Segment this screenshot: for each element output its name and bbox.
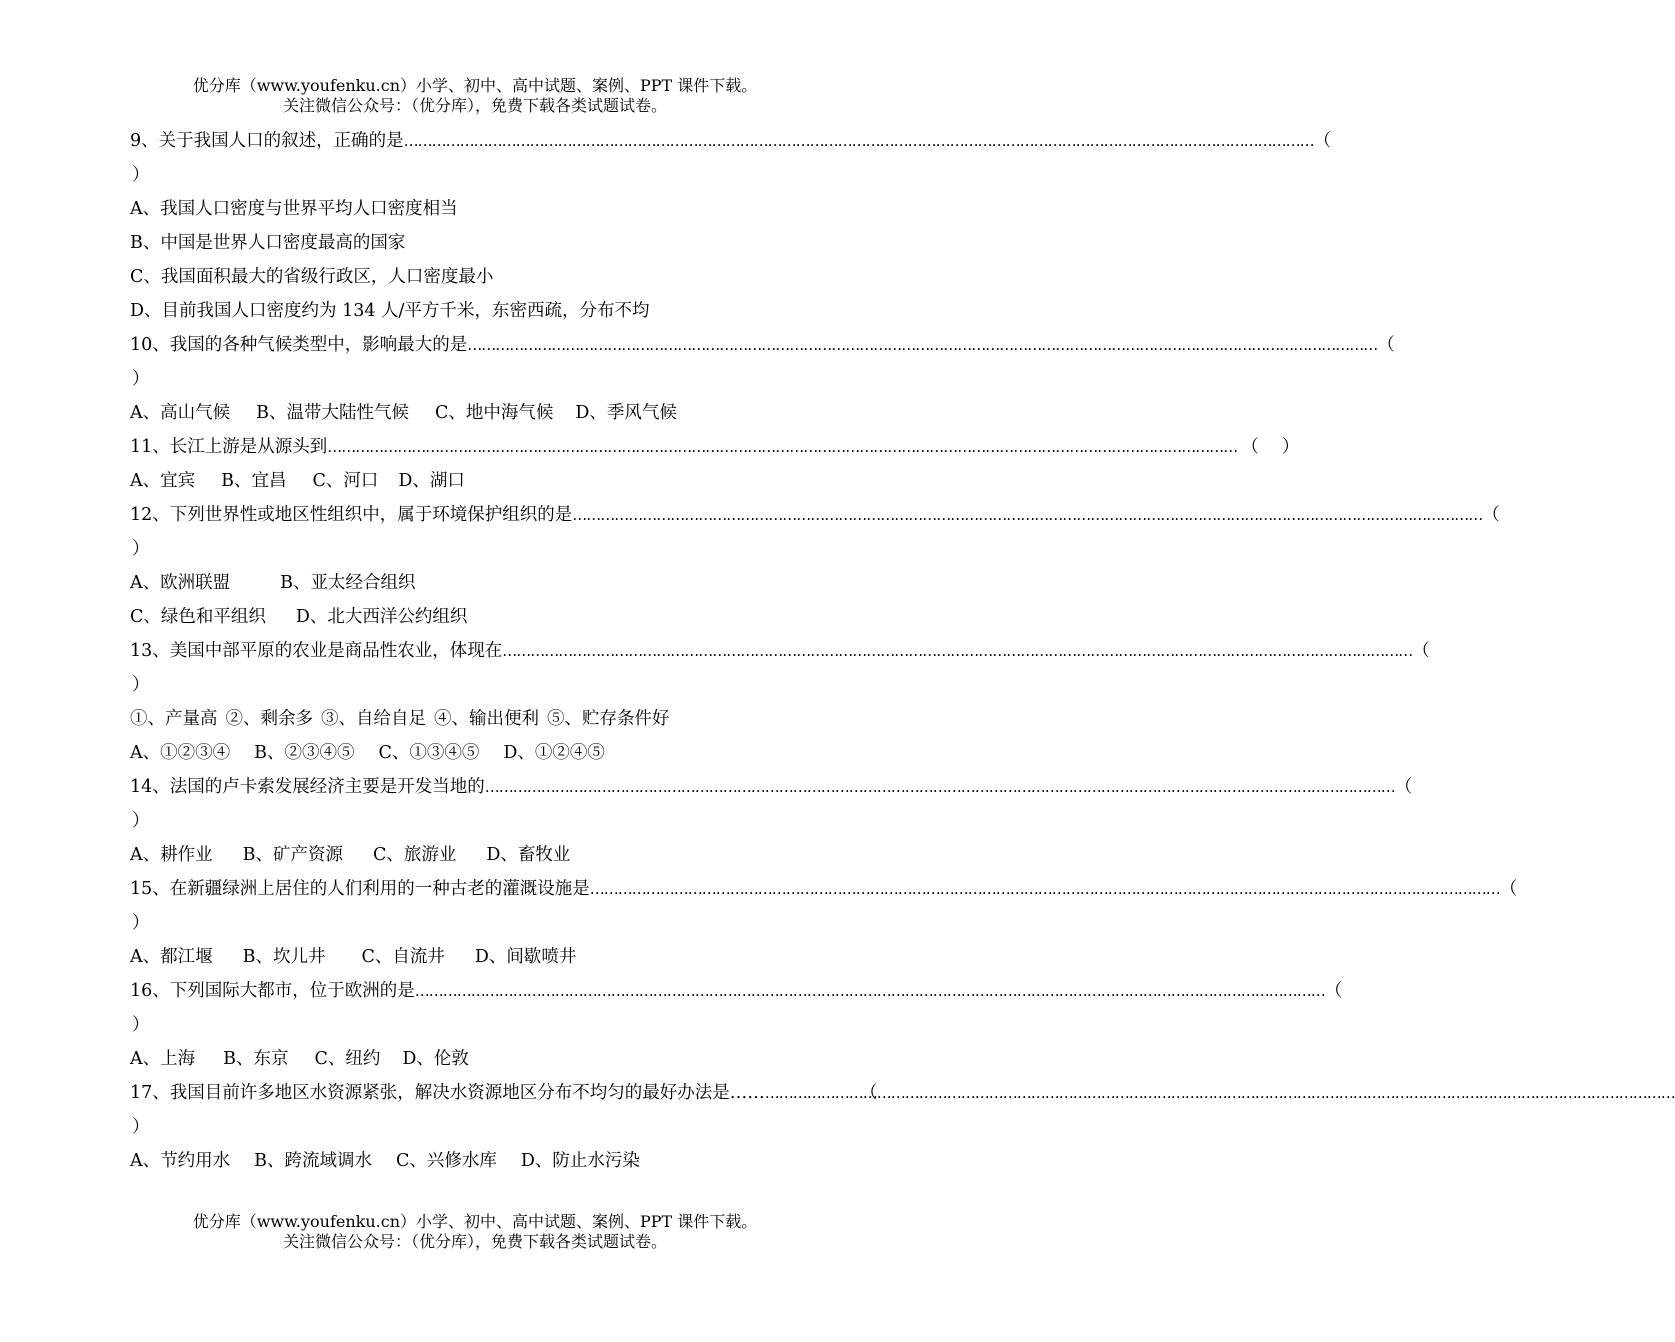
option: A、我国人口密度与世界平均人口密度相当 — [130, 199, 458, 219]
options-row — [130, 396, 872, 430]
option: D、目前我国人口密度约为 134 人/平方千米，东密西疏，分布不均 — [130, 301, 650, 321]
option: B、东京 — [223, 1049, 289, 1069]
dot-leader — [415, 974, 1325, 1008]
option: C、①③④⑤ — [378, 743, 480, 763]
option: B、温带大陆性气候 — [256, 403, 410, 423]
answer-blank: ） — [132, 1015, 150, 1035]
option: C、河口 — [312, 471, 379, 491]
option: C、纽约 — [314, 1049, 381, 1069]
item: ①、产量高 — [130, 709, 218, 729]
item: ⑤、贮存条件好 — [547, 709, 670, 729]
option: D、伦敦 — [402, 1049, 469, 1069]
question-16-stem: 16、下列国际大都市，位于欧洲的是 …………………………………………………………………………………………………………………………………………………………………………… （ — [130, 974, 872, 1008]
dot-leader — [765, 1076, 860, 1110]
option: C、自流井 — [361, 947, 445, 967]
option: A、宜宾 — [130, 471, 196, 491]
answer-blank: ） — [132, 675, 150, 695]
dot-leader — [404, 124, 1314, 158]
footer-line-1: 优分库（www.youfenku.cn）小学、初中、高中试题、案例、PPT 课件下载。 — [192, 1212, 758, 1231]
option: B、跨流域调水 — [254, 1151, 373, 1171]
option: C、兴修水库 — [396, 1151, 497, 1171]
dot-leader — [485, 770, 1395, 804]
question-12-stem: 12、下列世界性或地区性组织中，属于环境保护组织的是 …………………………………………………………………………………………………………………………………………………………………………… （ — [130, 498, 872, 532]
item: ③、自给自足 — [321, 709, 426, 729]
options-row — [130, 600, 872, 634]
options-row — [130, 940, 872, 974]
options-row — [130, 838, 872, 872]
option: A、都江堰 — [130, 947, 213, 967]
footer-line-2: 关注微信公众号：（优分库），免费下载各类试题试卷。 — [282, 1232, 667, 1251]
dot-leader — [467, 328, 1377, 362]
dot-leader — [502, 634, 1412, 668]
answer-blank: ） — [132, 539, 150, 559]
option: D、防止水污染 — [520, 1151, 640, 1171]
option: C、我国面积最大的省级行政区，人口密度最小 — [130, 267, 494, 287]
item: ②、剩余多 — [225, 709, 313, 729]
answer-blank: ） — [132, 165, 150, 185]
option: C、旅游业 — [373, 845, 457, 865]
items-row — [130, 702, 872, 736]
option: D、北大西洋公约组织 — [295, 607, 468, 627]
option: B、②③④⑤ — [254, 743, 355, 763]
option: B、宜昌 — [221, 471, 287, 491]
options-row — [130, 1042, 872, 1076]
dot-leader — [572, 498, 1482, 532]
option: A、节约用水 — [130, 1151, 231, 1171]
answer-blank: ） — [132, 811, 150, 831]
option: A、上海 — [130, 1049, 196, 1069]
option: A、①②③④ — [130, 743, 231, 763]
option: D、间歇喷井 — [474, 947, 577, 967]
question-list — [130, 124, 1518, 1178]
options-row — [130, 1144, 872, 1178]
question-10-stem: 10、我国的各种气候类型中，影响最大的是 …………………………………………………………………………………………………………………………………………………………………………… （ — [130, 328, 872, 362]
item: ④、输出便利 — [434, 709, 539, 729]
options-row — [130, 566, 872, 600]
option: D、畜牧业 — [486, 845, 571, 865]
option: D、季风气候 — [575, 403, 677, 423]
option: B、坎儿井 — [242, 947, 326, 967]
option: A、欧洲联盟 — [130, 573, 231, 593]
option: D、①②④⑤ — [503, 743, 605, 763]
option: B、中国是世界人口密度最高的国家 — [130, 233, 406, 253]
question-17-stem: 17、我国目前许多地区水资源紧张，解决水资源地区分布不均匀的最好办法是…… …………………………………………………………………………………………………………………………………………………………………………… （ — [130, 1076, 872, 1110]
question-14-stem: 14、法国的卢卡索发展经济主要是开发当地的 …………………………………………………………………………………………………………………………………………………………………………… （ — [130, 770, 872, 804]
option: B、矿产资源 — [242, 845, 344, 865]
option: B、亚太经合组织 — [280, 573, 416, 593]
options-row — [130, 464, 872, 498]
question-11-stem: 11、长江上游是从源头到 …………………………………………………………………………………………………………………………………………………………………………… （ ） — [130, 430, 872, 464]
option: D、湖口 — [398, 471, 465, 491]
question-13-stem: 13、美国中部平原的农业是商品性农业，体现在 …………………………………………………………………………………………………………………………………………………………………………… （ — [130, 634, 872, 668]
option: C、地中海气候 — [435, 403, 554, 423]
header-line-2: 关注微信公众号：（优分库），免费下载各类试题试卷。 — [282, 96, 667, 115]
answer-blank: ） — [132, 1117, 150, 1137]
page-footer — [0, 1212, 950, 1252]
dot-leader — [590, 872, 1500, 906]
option: C、绿色和平组织 — [130, 607, 266, 627]
options-row — [130, 736, 872, 770]
page-header — [0, 76, 950, 116]
answer-blank: ） — [132, 913, 150, 933]
option: A、高山气候 — [130, 403, 231, 423]
question-15-stem: 15、在新疆绿洲上居住的人们利用的一种古老的灌溉设施是 …………………………………………………………………………………………………………………………………………………………………………… （ — [130, 872, 872, 906]
option: A、耕作业 — [130, 845, 213, 865]
question-9-stem: 9、关于我国人口的叙述，正确的是 …………………………………………………………………………………………………………………………………………………………………………… （ — [130, 124, 872, 158]
answer-blank: ） — [132, 369, 150, 389]
header-line-1: 优分库（www.youfenku.cn）小学、初中、高中试题、案例、PPT 课件下载。 — [192, 76, 758, 95]
dot-leader — [327, 430, 1237, 464]
